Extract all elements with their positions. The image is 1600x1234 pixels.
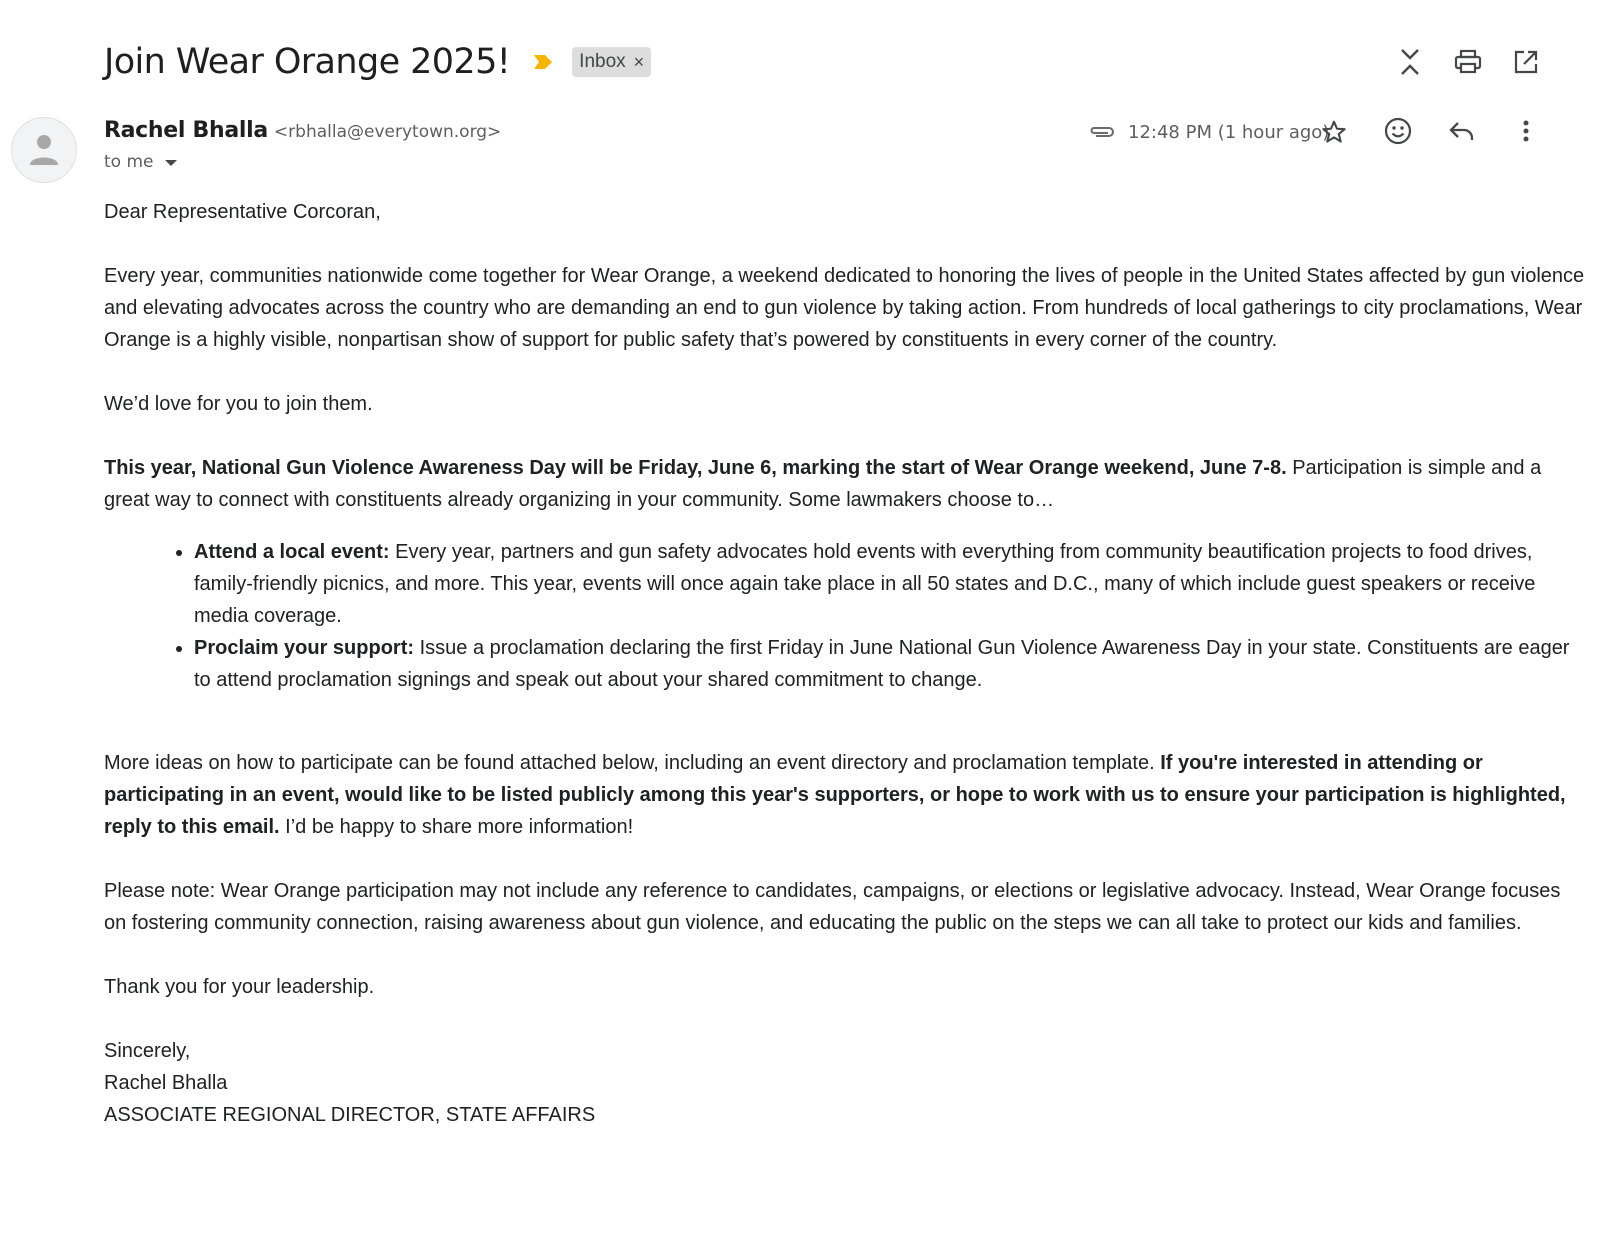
message-body — [104, 196, 1586, 1131]
paragraph-5: Please note: Wear Orange participation may not include any reference to candidates, campaigns, or elections or legislative advocacy. Instead, Wear Orange focuses on fostering community connection, raising awareness about gun violence, and educating the public on the steps we can all take to protect our kids and families. — [104, 880, 1561, 934]
paragraph-3 — [104, 452, 1586, 516]
email-subject: Join Wear Orange 2025! — [104, 42, 511, 82]
message-time: 12:48 PM (1 hour ago) — [1128, 121, 1330, 143]
paragraph-4-end: I’d be happy to share more information! — [279, 816, 634, 838]
greeting: Dear Representative Corcoran, — [104, 201, 381, 223]
list-item-title: Proclaim your support: — [194, 637, 415, 659]
print-icon[interactable] — [1448, 42, 1488, 82]
list-item — [194, 536, 1586, 632]
avatar[interactable] — [11, 117, 77, 183]
emoji-icon[interactable] — [1378, 111, 1418, 151]
sender-email: <rbhalla@everytown.org> — [273, 122, 502, 142]
sender-name[interactable]: Rachel Bhalla — [104, 118, 268, 143]
thread-actions — [1390, 42, 1600, 82]
chevron-down-icon[interactable] — [164, 152, 178, 172]
message-meta — [1088, 116, 1329, 148]
list-item-text: Every year, partners and gun safety advocates hold events with everything from community beautification projects to food drives, family-friendly picnics, and more. This year, events will once again take place in all 50 states and D.C., many of which include guest speakers or receive media coverage. — [194, 541, 1536, 627]
label-text: Inbox — [579, 51, 626, 72]
reply-icon[interactable] — [1442, 111, 1482, 151]
recipients-toggle[interactable] — [104, 152, 178, 172]
sender-line — [104, 118, 501, 143]
recipients-label: to me — [104, 152, 154, 172]
signature-name: Rachel Bhalla — [104, 1072, 228, 1094]
paragraph-1: Every year, communities nationwide come together for Wear Orange, a weekend dedicated to honoring the lives of people in the United States affected by gun violence and elevating advocates across the country who are demanding an end to gun violence by taking action. From hundreds of local gatherings to city proclamations, Wear Orange is a highly visible, nonpartisan show of support for public safety that’s powered by constituents in every corner of the country. — [104, 265, 1585, 351]
subject-row — [104, 38, 651, 86]
remove-label-button[interactable]: × — [633, 51, 645, 72]
paragraph-4-start: More ideas on how to participate can be found attached below, including an event directory and proclamation template. — [104, 752, 1161, 774]
suggestion-list — [104, 536, 1586, 696]
open-new-window-icon[interactable] — [1506, 42, 1546, 82]
collapse-icon[interactable] — [1390, 42, 1430, 82]
paragraph-2: We’d love for you to join them. — [104, 393, 373, 415]
importance-marker-icon[interactable] — [532, 53, 554, 71]
more-vert-icon[interactable] — [1506, 111, 1546, 151]
list-item-title: Attend a local event: — [194, 541, 390, 563]
label-chip-inbox — [572, 47, 651, 77]
list-item — [194, 632, 1586, 696]
paragraph-6: Thank you for your leadership. — [104, 976, 375, 998]
star-icon[interactable] — [1314, 112, 1354, 152]
paragraph-3-rest: Participation is simple and a great way to connect with constituents already organizing in your community. Some lawmakers choose to… — [104, 457, 1542, 511]
attachment-icon — [1088, 124, 1116, 140]
closing: Sincerely, — [104, 1040, 191, 1062]
signature-title: ASSOCIATE REGIONAL DIRECTOR, STATE AFFAIRS — [104, 1104, 596, 1126]
paragraph-4 — [104, 747, 1586, 843]
paragraph-4-bold: If you're interested in attending or participating in an event, would like to be listed publicly among this year's supporters, or hope to work with us to ensure your participation is highlighted, reply to this email. — [104, 752, 1566, 838]
paragraph-3-bold: This year, National Gun Violence Awareness Day will be Friday, June 6, marking the start of Wear Orange weekend, June 7-8. — [104, 457, 1287, 479]
list-item-text: Issue a proclamation declaring the first Friday in June National Gun Violence Awareness Day in your state. Constituents are eager to attend proclamation signings and speak out about your shared commitment to change. — [194, 637, 1570, 691]
